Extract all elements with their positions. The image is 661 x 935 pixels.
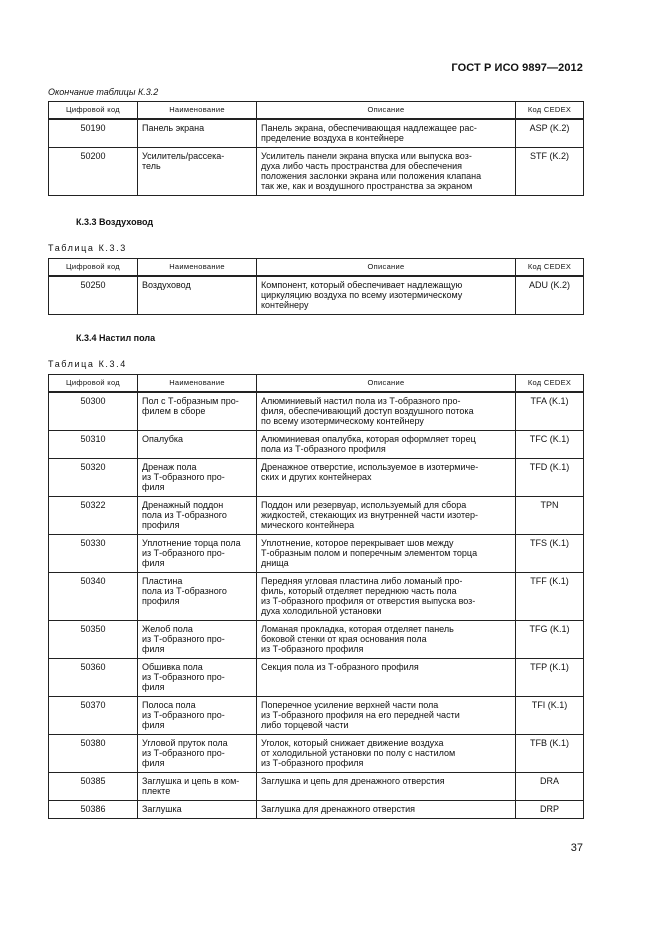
cell-cedex: TPN (516, 497, 584, 535)
cell-cedex: TFC (K.1) (516, 431, 584, 459)
cell-name: Заглушка и цепь в ком- плекте (138, 773, 257, 801)
page-number: 37 (570, 842, 583, 854)
cell-code: 50200 (49, 148, 138, 196)
cell-code: 50250 (49, 276, 138, 315)
cell-cedex: ASP (K.2) (516, 119, 584, 148)
table-k34-caption: Таблица К.3.4 (48, 359, 127, 369)
table-k33-caption: Таблица К.3.3 (48, 243, 127, 253)
cell-name: Пол с Т-образным про- филем в сборе (138, 392, 257, 431)
table-row (49, 148, 584, 196)
column-header-name: Наименование (138, 259, 257, 277)
cell-name: Обшивка пола из Т-образного про- филя (138, 659, 257, 697)
cell-name: Полоса пола из Т-образного про- филя (138, 697, 257, 735)
document-code: ГОСТ Р ИСО 9897—2012 (451, 62, 583, 74)
cell-code: 50370 (49, 697, 138, 735)
section-title-k33: К.3.3 Воздуховод (76, 217, 154, 227)
cell-cedex: TFF (K.1) (516, 573, 584, 621)
table-row (49, 659, 584, 697)
cell-description: Компонент, который обеспечивает надлежащую циркуляцию воздуха по всему изотермическому контейнеру (257, 276, 516, 315)
cell-name: Опалубка (138, 431, 257, 459)
column-header-code: Цифровой код (49, 259, 138, 277)
cell-code: 50320 (49, 459, 138, 497)
cell-description: Ломаная прокладка, которая отделяет панель боковой стенки от края основания пола из Т-образного профиля (257, 621, 516, 659)
column-header-name: Наименование (138, 375, 257, 393)
cell-description: Уплотнение, которое перекрывает шов между Т-образным полом и поперечным элементом торца днища (257, 535, 516, 573)
cell-description: Алюминиевый настил пола из Т-образного про- филя, обеспечивающий доступ воздушного потока по всему изотермическому контейнеру (257, 392, 516, 431)
column-header-cedex: Код CEDEX (516, 259, 584, 277)
cell-description: Панель экрана, обеспечивающая надлежащее рас- пределение воздуха в контейнере (257, 119, 516, 148)
cell-code: 50360 (49, 659, 138, 697)
cell-name: Уплотнение торца пола из Т-образного про- филя (138, 535, 257, 573)
cell-code: 50385 (49, 773, 138, 801)
table-row (49, 621, 584, 659)
cell-description: Алюминиевая опалубка, которая оформляет торец пола из Т-образного профиля (257, 431, 516, 459)
table-row (49, 497, 584, 535)
column-header-cedex: Код CEDEX (516, 375, 584, 393)
section-title-k34: К.3.4 Настил пола (76, 333, 156, 343)
table-row (49, 276, 584, 315)
table-row (49, 773, 584, 801)
cell-name: Заглушка (138, 801, 257, 819)
table-row (49, 573, 584, 621)
column-header-code: Цифровой код (49, 375, 138, 393)
table-row (49, 119, 584, 148)
table-k32-caption: Окончание таблицы К.3.2 (48, 87, 159, 97)
table-k34 (48, 374, 584, 819)
table-k33 (48, 258, 584, 315)
table-row (49, 801, 584, 819)
cell-code: 50386 (49, 801, 138, 819)
cell-cedex: STF (K.2) (516, 148, 584, 196)
cell-name: Дренажный поддон пола из Т-образного профиля (138, 497, 257, 535)
cell-code: 50330 (49, 535, 138, 573)
table-row (49, 735, 584, 773)
cell-code: 50340 (49, 573, 138, 621)
cell-code: 50380 (49, 735, 138, 773)
cell-name: Воздуховод (138, 276, 257, 315)
table-row (49, 431, 584, 459)
cell-cedex: TFA (K.1) (516, 392, 584, 431)
cell-description: Передняя угловая пластина либо ломаный про- филь, который отделяет переднюю часть пола из Т-образного профиля от отверстия выпуска воз- духа холодильной установки (257, 573, 516, 621)
cell-description: Уголок, который снижает движение воздуха от холодильной установки по полу с настилом из Т-образного профиля (257, 735, 516, 773)
cell-cedex: TFS (K.1) (516, 535, 584, 573)
table-row (49, 535, 584, 573)
cell-code: 50190 (49, 119, 138, 148)
cell-code: 50310 (49, 431, 138, 459)
column-header-code: Цифровой код (49, 102, 138, 120)
column-header-name: Наименование (138, 102, 257, 120)
cell-name: Пластина пола из Т-образного профиля (138, 573, 257, 621)
cell-cedex: TFG (K.1) (516, 621, 584, 659)
cell-description: Поддон или резервуар, используемый для сбора жидкостей, стекающих из внутренней части изотер- мического контейнера (257, 497, 516, 535)
cell-description: Дренажное отверстие, используемое в изотермиче- ских и других контейнерах (257, 459, 516, 497)
cell-cedex: TFI (K.1) (516, 697, 584, 735)
cell-code: 50300 (49, 392, 138, 431)
cell-name: Желоб пола из Т-образного про- филя (138, 621, 257, 659)
cell-cedex: ADU (K.2) (516, 276, 584, 315)
cell-description: Заглушка и цепь для дренажного отверстия (257, 773, 516, 801)
table-row (49, 697, 584, 735)
cell-description: Поперечное усиление верхней части пола из Т-образного профиля на его передней части либо торцевой части (257, 697, 516, 735)
cell-name: Усилитель/рассека- тель (138, 148, 257, 196)
table-row (49, 459, 584, 497)
cell-name: Панель экрана (138, 119, 257, 148)
cell-name: Дренаж пола из Т-образного про- филя (138, 459, 257, 497)
cell-code: 50322 (49, 497, 138, 535)
cell-code: 50350 (49, 621, 138, 659)
cell-description: Секция пола из Т-образного профиля (257, 659, 516, 697)
cell-cedex: DRP (516, 801, 584, 819)
cell-cedex: TFP (K.1) (516, 659, 584, 697)
column-header-description: Описание (257, 102, 516, 120)
cell-cedex: DRA (516, 773, 584, 801)
column-header-cedex: Код CEDEX (516, 102, 584, 120)
cell-name: Угловой пруток пола из Т-образного про- филя (138, 735, 257, 773)
cell-description: Усилитель панели экрана впуска или выпуска воз- духа либо часть пространства для обеспечения положения заслонки экрана или положения клапана так же, как и воздушного пространства за экраном (257, 148, 516, 196)
cell-cedex: TFD (K.1) (516, 459, 584, 497)
table-row (49, 392, 584, 431)
column-header-description: Описание (257, 375, 516, 393)
cell-description: Заглушка для дренажного отверстия (257, 801, 516, 819)
column-header-description: Описание (257, 259, 516, 277)
cell-cedex: TFB (K.1) (516, 735, 584, 773)
table-k32 (48, 101, 584, 196)
